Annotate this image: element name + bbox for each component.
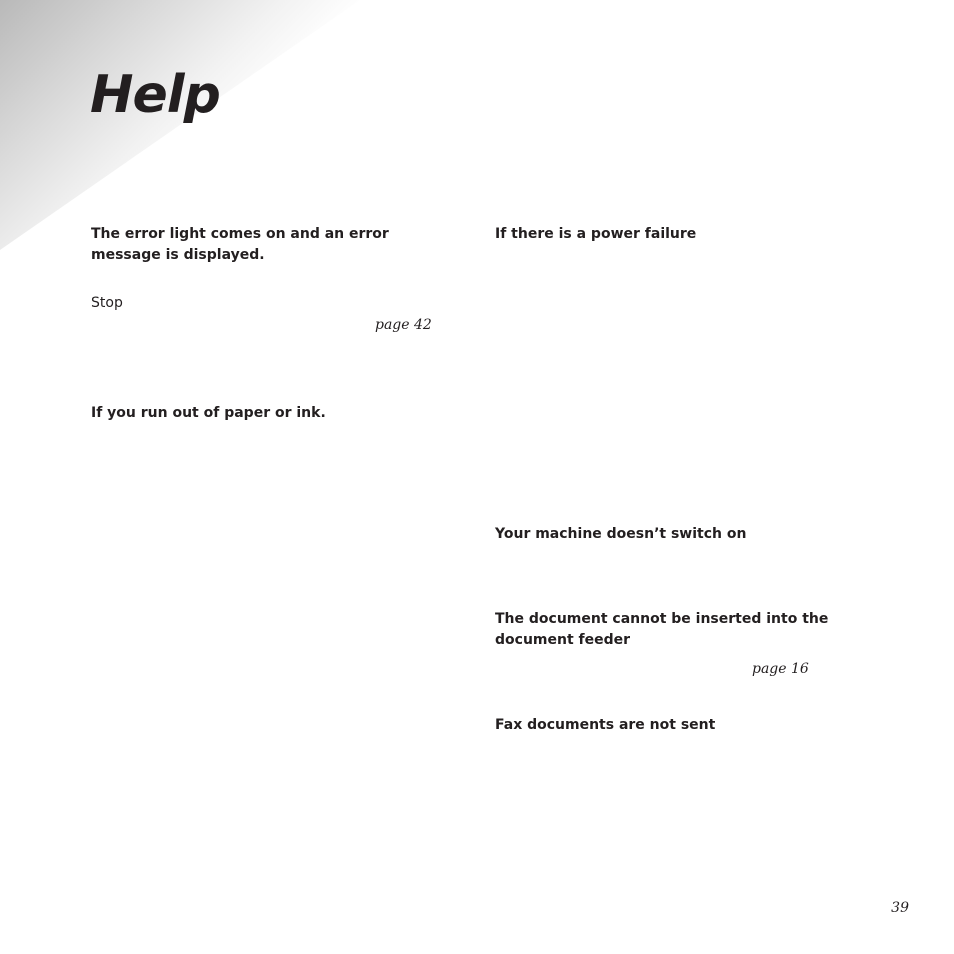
stop-key-label: Stop (91, 295, 123, 311)
page-title: Help (90, 65, 220, 125)
page-number: 39 (891, 900, 909, 916)
power-failure-heading: If there is a power failure (495, 226, 697, 242)
fax-not-sent-heading: Fax documents are not sent (495, 717, 716, 733)
error-light-heading: The error light comes on and an error message is displayed. (91, 226, 389, 263)
no-switch-on-heading: Your machine doesn’t switch on (495, 526, 747, 542)
document-feeder-page-ref: page 16 (752, 661, 809, 677)
document-feeder-heading: The document cannot be inserted into the document feeder (495, 611, 829, 648)
error-light-page-ref: page 42 (375, 317, 432, 333)
out-of-paper-heading: If you run out of paper or ink. (91, 405, 326, 421)
